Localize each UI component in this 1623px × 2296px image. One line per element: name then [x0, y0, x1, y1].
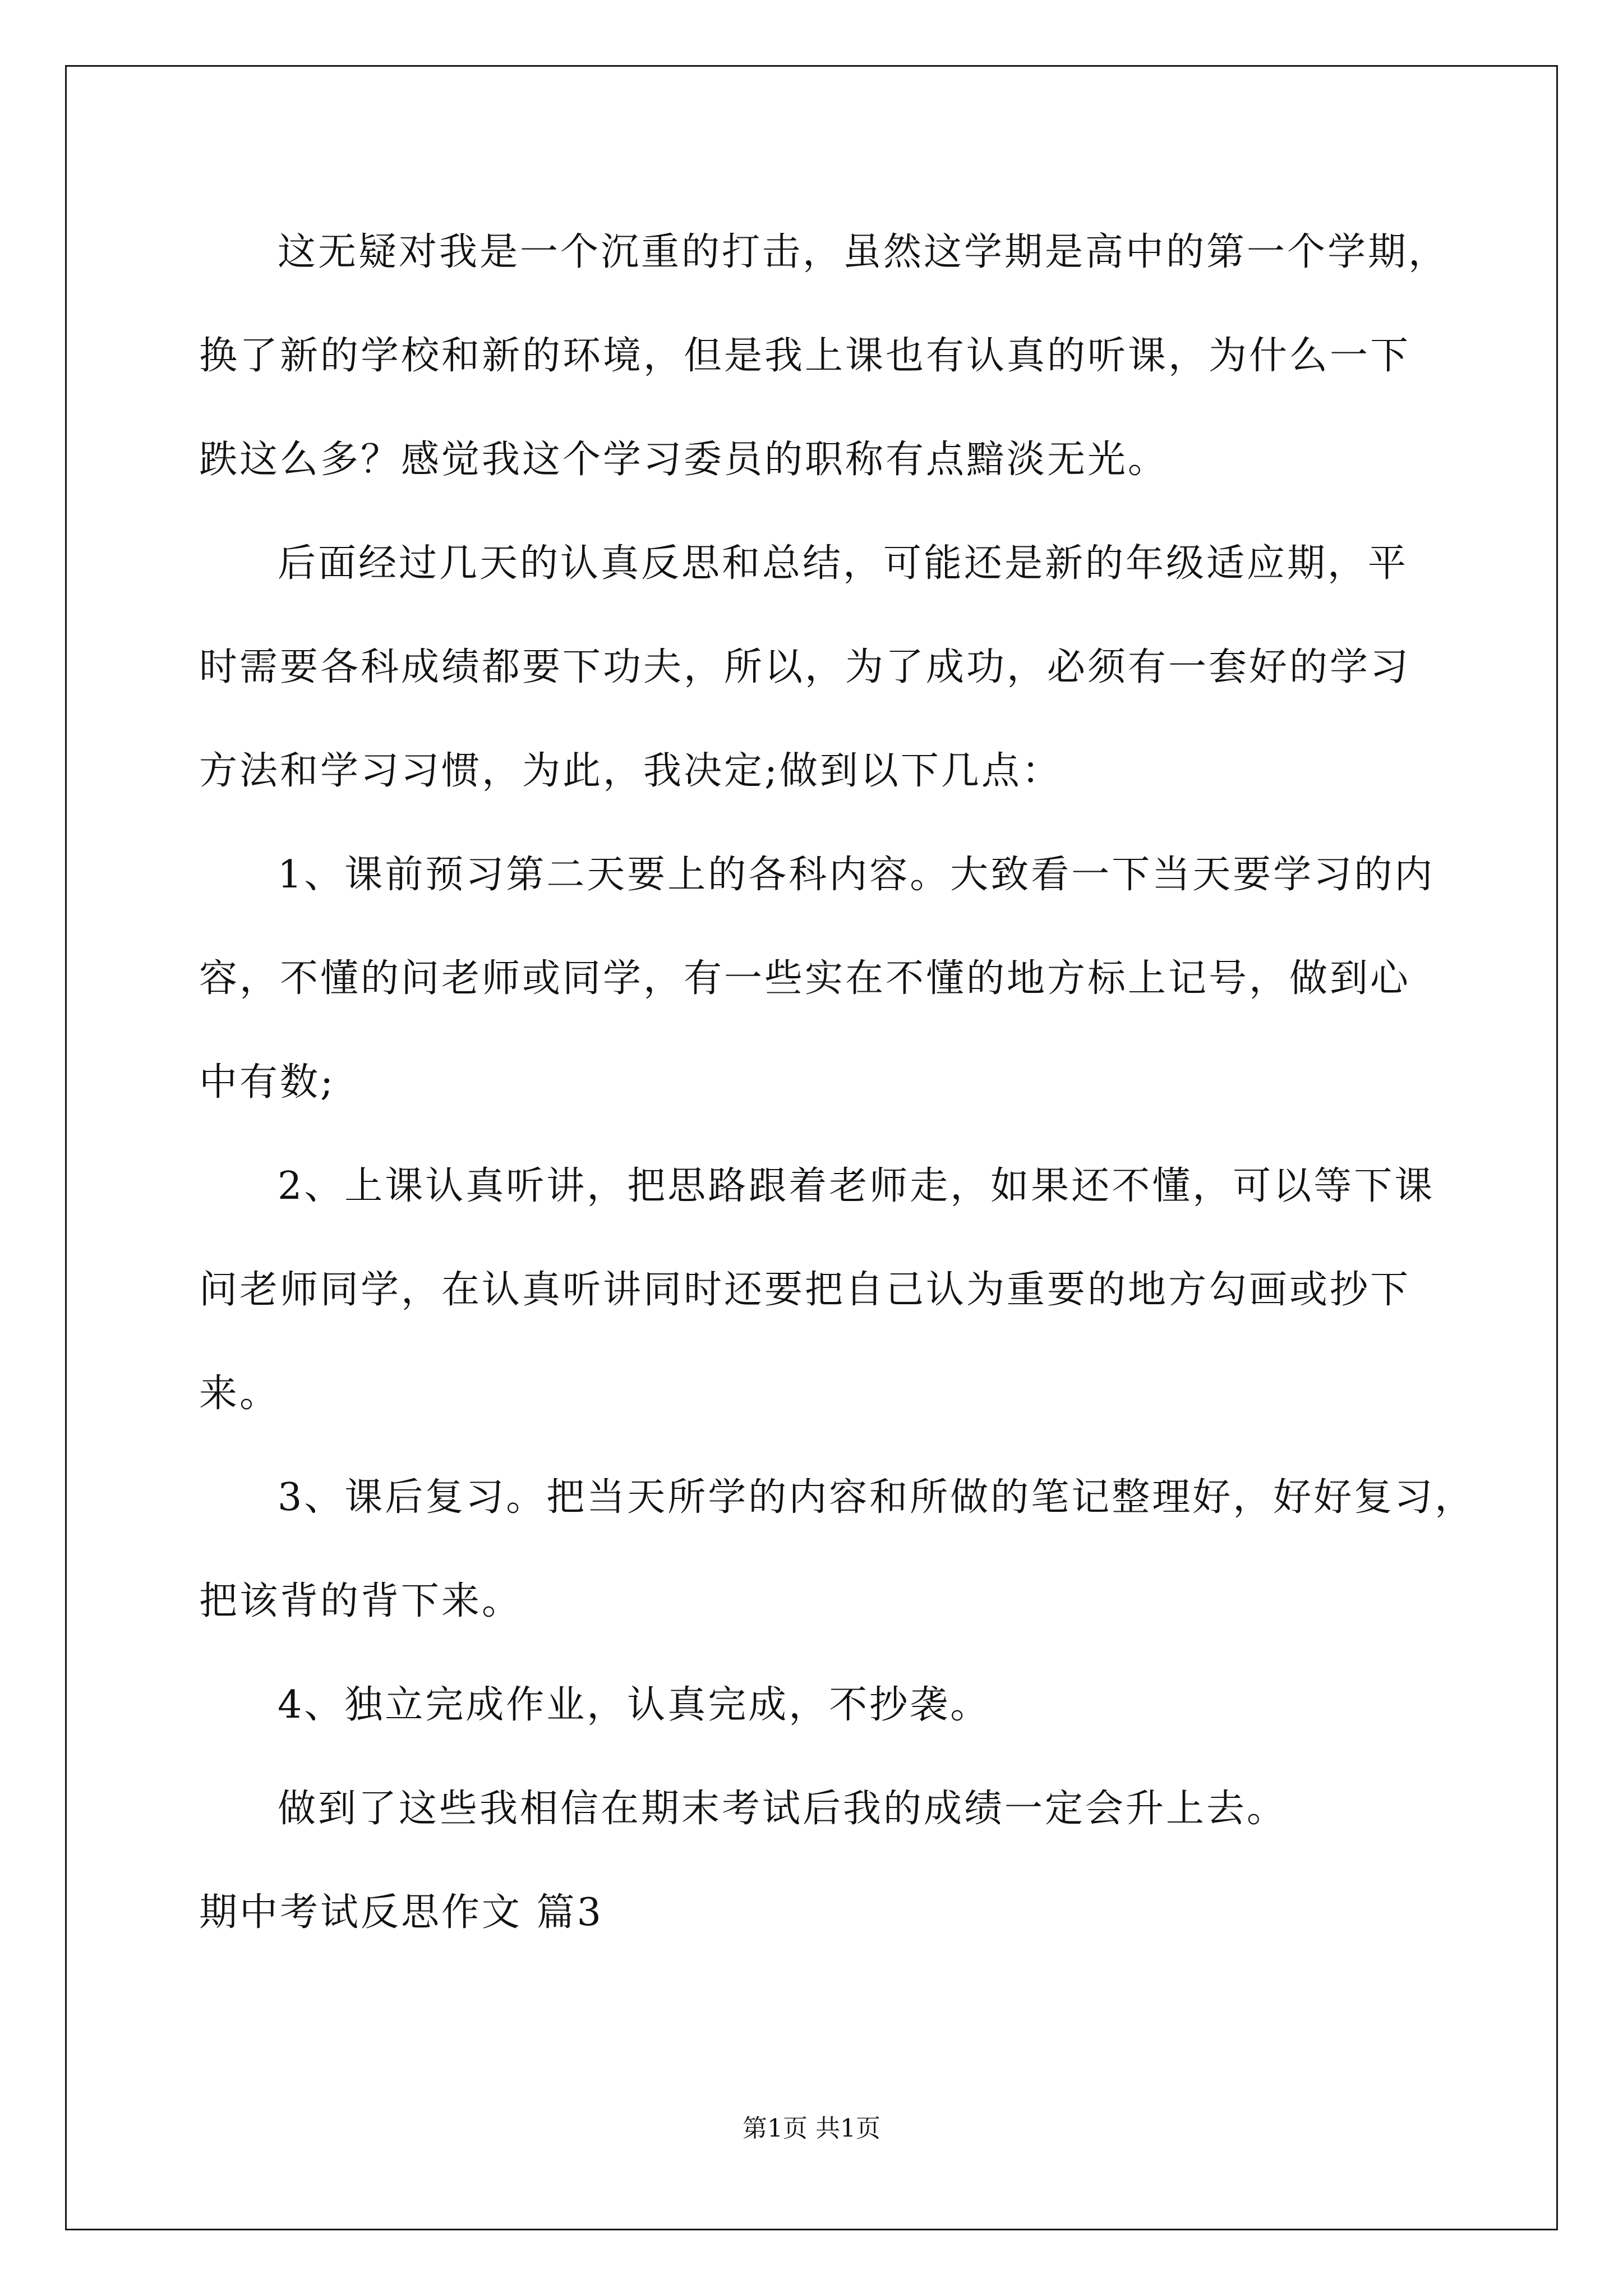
list-item-line: 4、独立完成作业，认真完成，不抄袭。: [278, 1683, 991, 1727]
list-item-line: 来。: [199, 1372, 280, 1416]
paragraph-line: 这无疑对我是一个沉重的打击，虽然这学期是高中的第一个学期，: [278, 230, 1449, 274]
page-footer: 第1页 共1页: [743, 2114, 880, 2143]
paragraph-line: 换了新的学校和新的环境，但是我上课也有认真的听课，为什么一下: [199, 334, 1411, 378]
section-heading: 期中考试反思作文 篇3: [199, 1890, 603, 1935]
paragraph-line: 时需要各科成绩都要下功夫，所以，为了成功，必须有一套好的学习: [199, 645, 1411, 689]
list-item-line: 3、课后复习。把当天所学的内容和所做的笔记整理好，好好复习，: [278, 1475, 1476, 1520]
paragraph-line: 跌这么多？感觉我这个学习委员的职称有点黯淡无光。: [199, 438, 1169, 482]
list-item-line: 中有数;: [199, 1060, 335, 1105]
paragraph-line: 后面经过几天的认真反思和总结，可能还是新的年级适应期，平: [278, 541, 1409, 586]
list-item-line: 2、上课认真听讲，把思路跟着老师走，如果还不懂，可以等下课: [278, 1164, 1435, 1208]
list-item-line: 容，不懂的问老师或同学，有一些实在不懂的地方标上记号，做到心: [199, 956, 1411, 1001]
list-item-line: 问老师同学，在认真听讲同时还要把自己认为重要的地方勾画或抄下: [199, 1268, 1411, 1312]
paragraph-line: 做到了这些我相信在期末考试后我的成绩一定会升上去。: [278, 1787, 1288, 1831]
paragraph-line: 方法和学习习惯，为此，我决定;做到以下几点：: [199, 749, 1062, 793]
list-item-line: 1、课前预习第二天要上的各科内容。大致看一下当天要学习的内: [278, 853, 1435, 897]
list-item-line: 把该背的背下来。: [199, 1579, 523, 1623]
